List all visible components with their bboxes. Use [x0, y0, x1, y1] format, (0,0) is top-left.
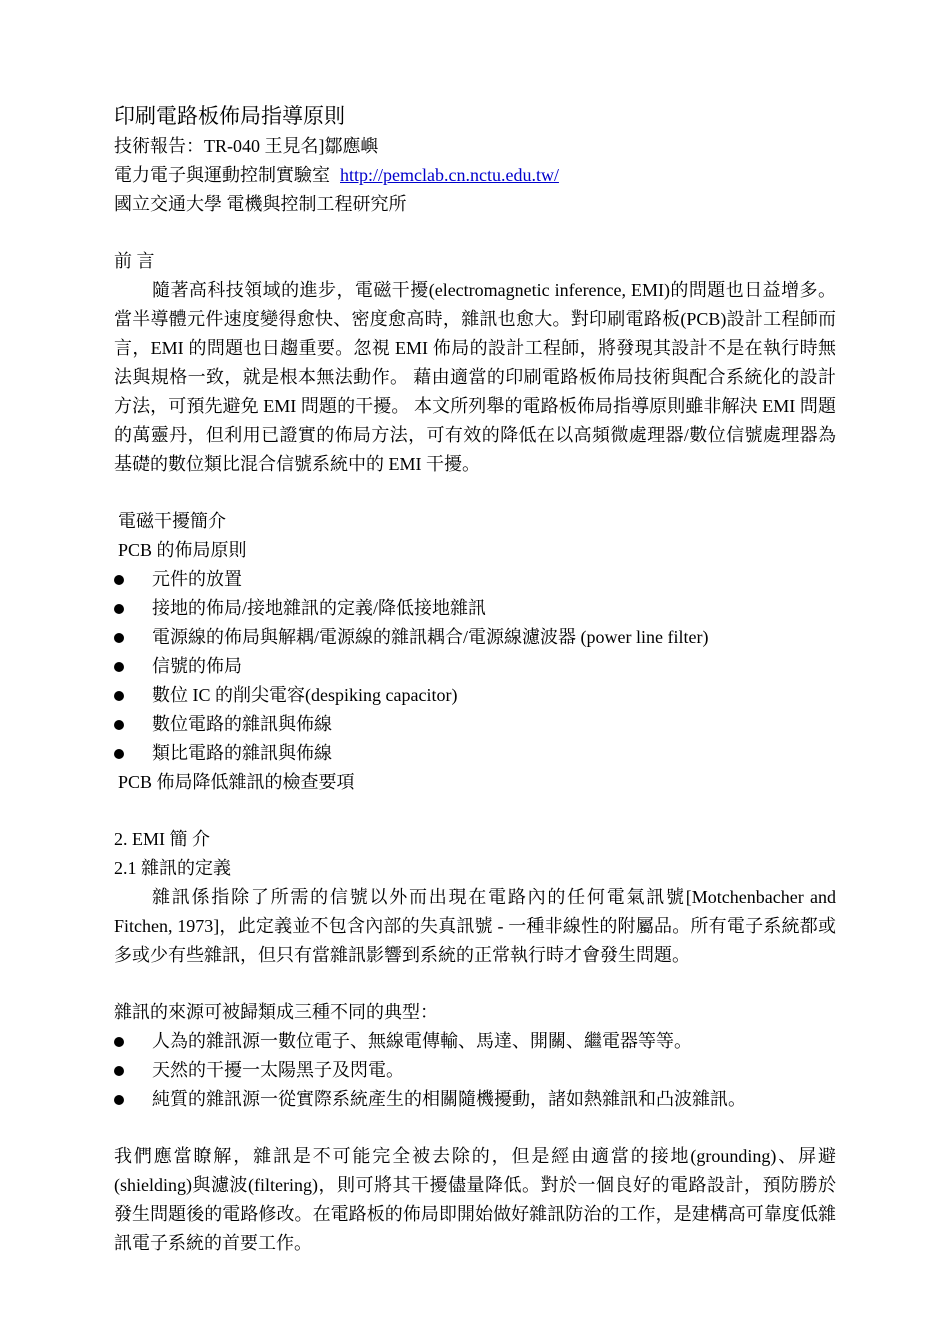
noise-sources-intro: 雜訊的來源可被歸類成三種不同的典型： — [114, 1002, 438, 1022]
bullet-icon — [114, 691, 124, 701]
bullet-icon — [114, 1095, 124, 1105]
toc-bullet — [114, 681, 836, 710]
section-heading: 2. EMI 簡 介 — [114, 829, 210, 849]
spacer — [114, 219, 836, 247]
spacer — [114, 1114, 836, 1142]
bullet-icon — [114, 720, 124, 730]
spacer — [114, 479, 836, 507]
toc-item-pcb-layout: PCB 的佈局原則 — [118, 540, 247, 560]
bullet-icon — [114, 1066, 124, 1076]
toc-item-emi-intro: 電磁干擾簡介 — [118, 511, 226, 531]
toc-bullet — [114, 623, 836, 652]
bullet-icon — [114, 633, 124, 643]
lab-line — [114, 161, 836, 190]
bullet-icon — [114, 575, 124, 585]
lab-name: 電力電子與運動控制實驗室 — [114, 165, 330, 185]
toc-bullet-text: 元件的放置 — [152, 569, 242, 589]
noise-source-item — [114, 1085, 836, 1114]
toc-bullet-text: 數位 IC 的削尖電容(despiking capacitor) — [152, 685, 458, 705]
noise-source-text: 人為的雜訊源一數位電子、無線電傳輸、馬達、開關、繼電器等等。 — [152, 1031, 692, 1051]
intro-heading: 前 言 — [114, 251, 155, 271]
toc-bullet — [114, 594, 836, 623]
noise-source-text: 天然的干擾一太陽黑子及閃電。 — [152, 1060, 404, 1080]
intro-paragraph: 隨著高科技領域的進步，電磁干擾(electromagnetic inference, EMI)的問題也日益增多。當半導體元件速度變得愈快、密度愈高時，雜訊也愈大。對印刷電路板(PCB)設計工程師而言，EMI 的問題也日趨重要。忽視 EMI 佈局的設計工程師，將發現其設計不是在執行時無法與規格一致，就是根本無法動作。 藉由適當的印刷電路板佈局技術與配合系統化的設計方法，可預先避免 EMI 問題的干擾。 本文所列舉的電路板佈局指導原則雖非解決 EMI 問題的萬靈丹，但利用已證實的佈局方法，可有效的降低在以高頻微處理器/數位信號處理器為基礎的數位類比混合信號系統中的 EMI 干擾。 — [114, 280, 836, 474]
subsection-heading: 2.1 雜訊的定義 — [114, 858, 231, 878]
page-title: 印刷電路板佈局指導原則 — [114, 104, 345, 128]
toc-bullet-text: 信號的佈局 — [152, 656, 242, 676]
noise-source-text: 純質的雜訊源一從實際系統產生的相關隨機擾動，諸如熱雜訊和凸波雜訊。 — [152, 1089, 746, 1109]
toc-bullet — [114, 739, 836, 768]
toc-bullet-text: 類比電路的雜訊與佈線 — [152, 743, 332, 763]
noise-source-item — [114, 1056, 836, 1085]
bullet-icon — [114, 749, 124, 759]
toc-bullet — [114, 652, 836, 681]
closing-paragraph: 我們應當瞭解，雜訊是不可能完全被去除的，但是經由適當的接地(grounding)、屏避(shielding)與濾波(filtering)，則可將其干擾儘量降低。對於一個良好的電路設計，預防勝於發生問題後的電路修改。在電路板的佈局即開始做好雜訊防治的工作，是建構高可靠度低雜訊電子系統的首要工作。 — [114, 1146, 836, 1253]
toc-bullet-text: 數位電路的雜訊與佈線 — [152, 714, 332, 734]
lab-url-link[interactable]: http://pemclab.cn.nctu.edu.tw/ — [340, 165, 559, 185]
toc-bullet-text: 電源線的佈局與解耦/電源線的雜訊耦合/電源線濾波器 (power line filter) — [152, 627, 709, 647]
toc-bullet-text: 接地的佈局/接地雜訊的定義/降低接地雜訊 — [152, 598, 487, 618]
spacer — [114, 797, 836, 825]
institute-line: 國立交通大學 電機與控制工程研究所 — [114, 194, 407, 214]
toc-bullet — [114, 710, 836, 739]
bullet-icon — [114, 604, 124, 614]
bullet-icon — [114, 662, 124, 672]
noise-definition-paragraph: 雜訊係指除了所需的信號以外而出現在電路內的任何電氣訊號[Motchenbacher and Fitchen, 1973]，此定義並不包含內部的失真訊號 - 一種非線性的附屬品。所有電子系統都或多或少有些雜訊，但只有當雜訊影響到系統的正常執行時才會發生問題。 — [114, 887, 836, 965]
bullet-icon — [114, 1037, 124, 1047]
spacer — [114, 970, 836, 998]
toc-item-checklist: PCB 佈局降低雜訊的檢查要項 — [118, 772, 355, 792]
document-page — [114, 100, 836, 1258]
toc-bullet — [114, 565, 836, 594]
report-line: 技術報告：TR-040 王見名]鄒應嶼 — [114, 136, 379, 156]
noise-source-item — [114, 1027, 836, 1056]
